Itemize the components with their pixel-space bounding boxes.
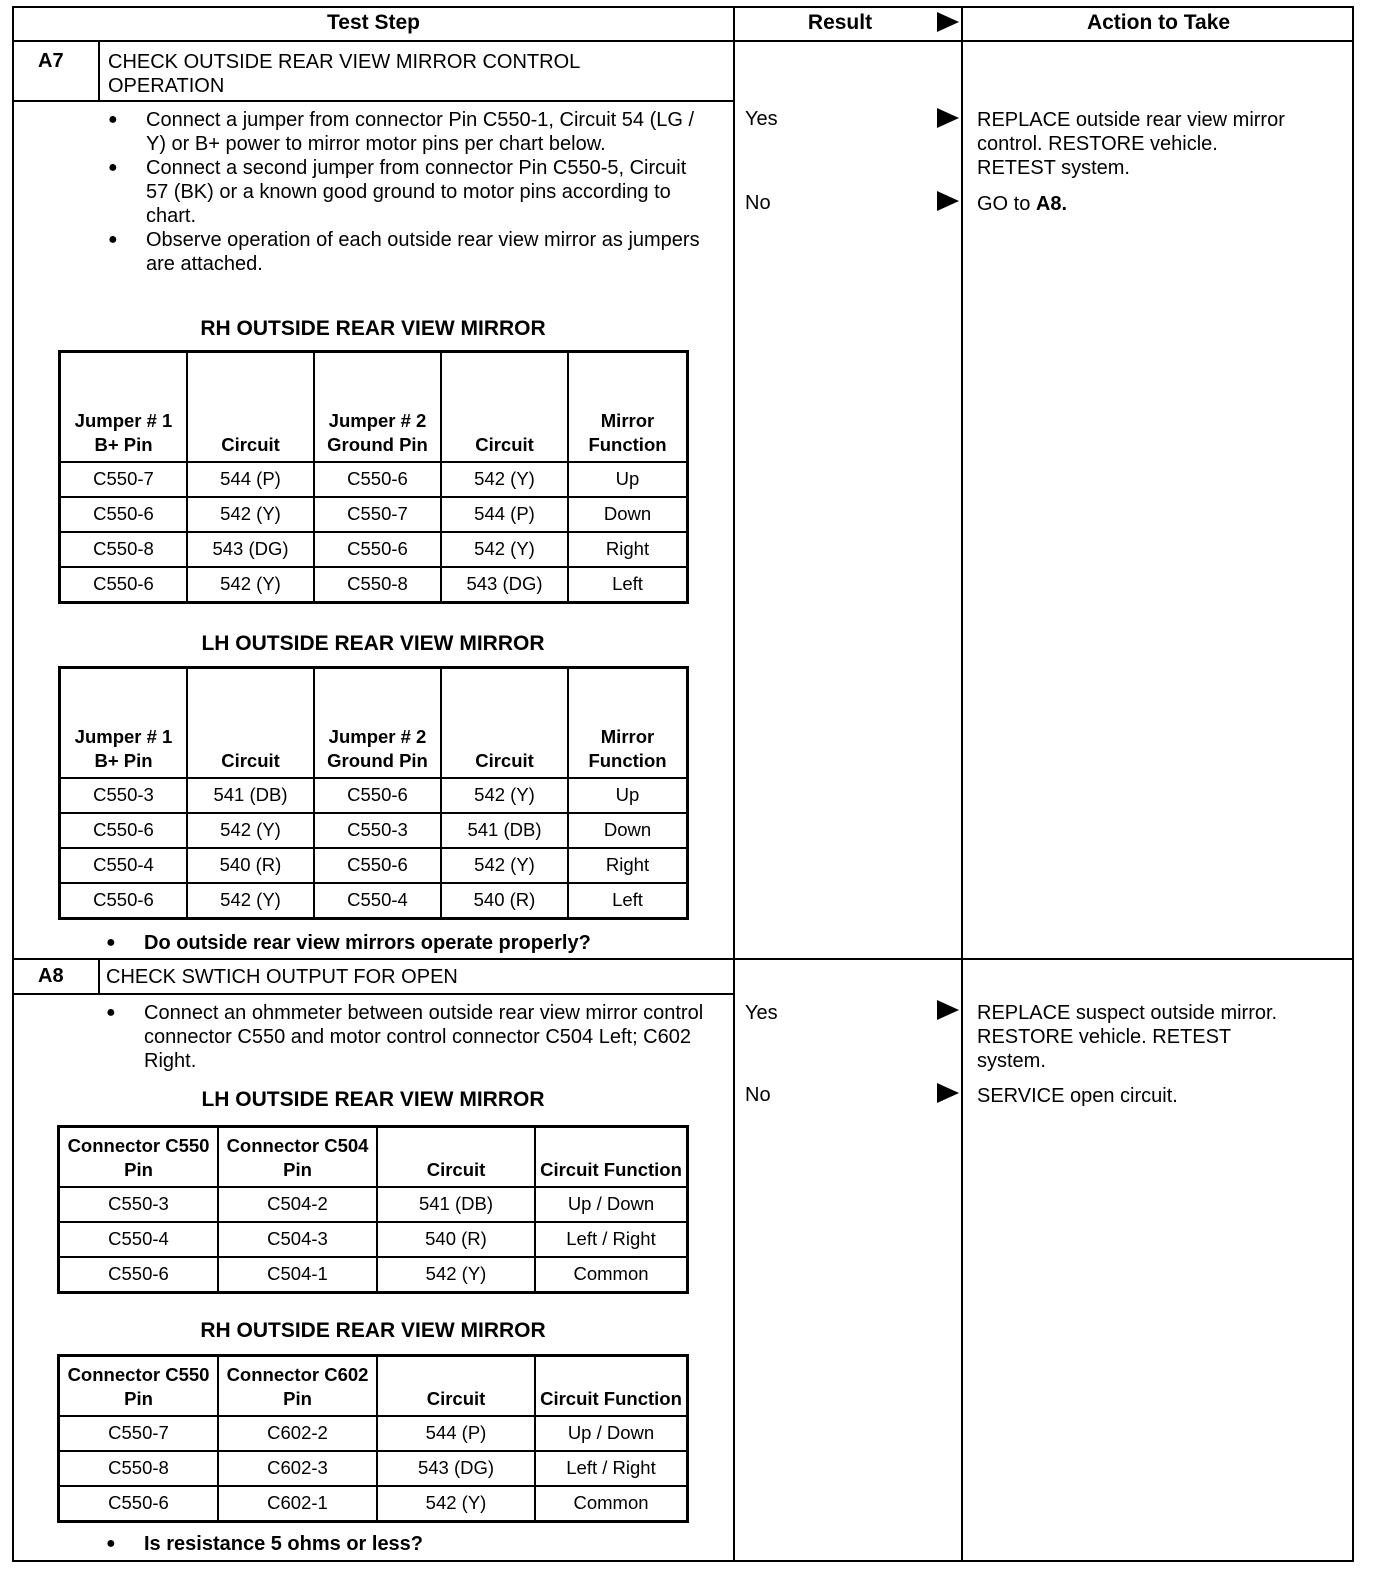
arrow-icon (937, 1000, 959, 1020)
table-cell: C550-7 (314, 497, 441, 532)
a8-result-yes: Yes (745, 1002, 778, 1024)
table-cell: 543 (DG) (187, 532, 314, 567)
table-cell: Left (568, 567, 688, 603)
arrow-icon (937, 12, 959, 32)
table-cell: Up (568, 778, 688, 813)
table-row (59, 1187, 688, 1222)
a7-instruction-2: ● Connect a second jumper from connector Pin C550-5, Circuit 57 (BK) or a known good ground to motor pins according to chart. (108, 156, 708, 228)
a7-question (106, 931, 726, 955)
table-cell: C550-7 (60, 462, 188, 497)
table-header: Circuit (377, 1127, 535, 1187)
table-header: Circuit (187, 352, 314, 462)
table-cell: C550-6 (60, 813, 188, 848)
table-cell: C550-3 (60, 778, 188, 813)
header-rule (14, 40, 1354, 42)
step-number-a7: A7 (38, 50, 64, 72)
table-header: Jumper # 2 Ground Pin (314, 668, 441, 778)
table-cell: 540 (R) (441, 883, 568, 919)
table-row (59, 1486, 688, 1522)
a7-table-1-title: RH OUTSIDE REAR VIEW MIRROR (200, 317, 546, 340)
table-cell: Up / Down (535, 1416, 688, 1451)
table-cell: 542 (Y) (187, 497, 314, 532)
step-number-divider-a8 (98, 960, 100, 994)
table-cell: Left / Right (535, 1222, 688, 1257)
table-cell: Down (568, 813, 688, 848)
table-cell: C550-8 (60, 532, 188, 567)
a8-action-yes (977, 1001, 1347, 1073)
action-line: RESTORE vehicle. RETEST (977, 1026, 1232, 1048)
step-number-a8: A8 (38, 965, 64, 987)
table-cell: 542 (Y) (441, 848, 568, 883)
table-cell: C504-3 (218, 1222, 377, 1257)
table-cell: C550-4 (60, 848, 188, 883)
table-cell: 544 (P) (441, 497, 568, 532)
table-cell: 543 (DG) (377, 1451, 535, 1486)
table-cell: 541 (DB) (187, 778, 314, 813)
a8-question-text: ● Is resistance 5 ohms or less? (106, 1532, 726, 1556)
table-cell: 542 (Y) (187, 883, 314, 919)
table-cell: 542 (Y) (187, 813, 314, 848)
table-cell: 542 (Y) (441, 532, 568, 567)
table-cell: 541 (DB) (441, 813, 568, 848)
table-header: Circuit (377, 1356, 535, 1416)
action-line: REPLACE outside rear view mirror (977, 109, 1285, 131)
a8-result-no: No (745, 1084, 771, 1106)
a7-title-rule (14, 100, 733, 102)
a7-result-no: No (745, 192, 771, 214)
table-cell: Up (568, 462, 688, 497)
a8-instruction-1: ● Connect an ohmmeter between outside rear view mirror control connector C550 and motor control connector C504 Left; C602 Right. (106, 1001, 706, 1073)
action-text: GO to (977, 193, 1036, 215)
table-header: Circuit (441, 352, 568, 462)
a7-instruction-3: ● Observe operation of each outside rear view mirror as jumpers are attached. (108, 228, 708, 276)
table-row (60, 883, 688, 919)
table-header: Mirror Function (568, 668, 688, 778)
table-header: Connector C550 Pin (59, 1127, 219, 1187)
table-cell: 540 (R) (187, 848, 314, 883)
table-row (60, 497, 688, 532)
a7-table-2-title: LH OUTSIDE REAR VIEW MIRROR (201, 632, 545, 655)
table-row (59, 1416, 688, 1451)
table-header: Jumper # 1 B+ Pin (60, 668, 188, 778)
table-cell: C550-6 (314, 848, 441, 883)
table-header: Connector C602 Pin (218, 1356, 377, 1416)
table-cell: 542 (Y) (441, 778, 568, 813)
table-cell: C550-4 (314, 883, 441, 919)
table-header: Circuit Function (535, 1356, 688, 1416)
a7-question-text: ● Do outside rear view mirrors operate properly? (106, 931, 726, 955)
table-cell: C550-6 (314, 778, 441, 813)
table-cell: 543 (DG) (441, 567, 568, 603)
table-cell: C550-6 (60, 497, 188, 532)
action-line: REPLACE suspect outside mirror. (977, 1002, 1278, 1024)
table-row (60, 462, 688, 497)
a8-table-2-title: RH OUTSIDE REAR VIEW MIRROR (200, 1319, 546, 1342)
action-line: system. (977, 1050, 1046, 1072)
table-cell: C550-6 (314, 532, 441, 567)
step-number-divider-a7 (98, 42, 100, 101)
arrow-icon (937, 191, 959, 211)
a7-action-no (977, 192, 1347, 216)
table-cell: Common (535, 1486, 688, 1522)
table-header: Circuit (187, 668, 314, 778)
a8-instructions (106, 1001, 706, 1073)
step-reference-link[interactable]: A8. (1035, 193, 1068, 215)
a8-action-no (977, 1084, 1347, 1108)
table-row (60, 532, 688, 567)
table-cell: 542 (Y) (441, 462, 568, 497)
table-header: Connector C550 Pin (59, 1356, 219, 1416)
arrow-icon (937, 108, 959, 128)
table-row (59, 1257, 688, 1293)
table-cell: C550-8 (314, 567, 441, 603)
a8-title-rule (14, 993, 733, 995)
table-cell: 540 (R) (377, 1222, 535, 1257)
table-cell: Left / Right (535, 1451, 688, 1486)
table-cell: Up / Down (535, 1187, 688, 1222)
table-cell: Down (568, 497, 688, 532)
table-cell: Right (568, 532, 688, 567)
table-row (59, 1451, 688, 1486)
table-cell: C602-2 (218, 1416, 377, 1451)
action-line: SERVICE open circuit. (977, 1085, 1178, 1107)
arrow-icon (937, 1083, 959, 1103)
table-header: Jumper # 1 B+ Pin (60, 352, 188, 462)
a8-table-rh (57, 1354, 689, 1523)
step-title-a8: CHECK SWTICH OUTPUT FOR OPEN (106, 966, 458, 988)
table-row (60, 813, 688, 848)
table-cell: C550-6 (60, 567, 188, 603)
table-header: Circuit Function (535, 1127, 688, 1187)
a8-table-1-title: LH OUTSIDE REAR VIEW MIRROR (201, 1088, 545, 1111)
step-separator-rule (14, 958, 1354, 960)
a8-table-lh (57, 1125, 689, 1294)
table-cell: C602-3 (218, 1451, 377, 1486)
table-header: Mirror Function (568, 352, 688, 462)
header-action: Action to Take (1086, 11, 1231, 34)
a7-table-rh (58, 350, 689, 604)
header-result: Result (807, 11, 873, 34)
header-test-step: Test Step (327, 11, 420, 34)
table-cell: C550-4 (59, 1222, 219, 1257)
table-cell: Left (568, 883, 688, 919)
a7-action-yes (977, 108, 1347, 180)
table-header: Jumper # 2 Ground Pin (314, 352, 441, 462)
step-title-a7: CHECK OUTSIDE REAR VIEW MIRROR CONTROL OPERATION (108, 51, 580, 97)
diagnostic-table (12, 6, 1354, 1562)
table-row (60, 778, 688, 813)
table-cell: 541 (DB) (377, 1187, 535, 1222)
table-row (59, 1222, 688, 1257)
table-cell: C550-3 (59, 1187, 219, 1222)
table-cell: C602-1 (218, 1486, 377, 1522)
table-cell: Right (568, 848, 688, 883)
action-line: RETEST system. (977, 157, 1130, 179)
table-cell: C550-6 (59, 1486, 219, 1522)
a7-instruction-1: ● Connect a jumper from connector Pin C550-1, Circuit 54 (LG / Y) or B+ power to mirror motor pins per chart below. (108, 108, 708, 156)
table-cell: C550-7 (59, 1416, 219, 1451)
action-line: control. RESTORE vehicle. (977, 133, 1218, 155)
a7-table-lh (58, 666, 689, 920)
a8-question (106, 1532, 726, 1556)
table-cell: 542 (Y) (377, 1257, 535, 1293)
table-cell: C550-6 (59, 1257, 219, 1293)
table-header: Circuit (441, 668, 568, 778)
table-cell: C504-2 (218, 1187, 377, 1222)
column-divider-action (961, 8, 963, 1560)
table-header: Connector C504 Pin (218, 1127, 377, 1187)
table-cell: 544 (P) (187, 462, 314, 497)
table-cell: C550-3 (314, 813, 441, 848)
a7-instructions (108, 108, 708, 276)
table-cell: 542 (Y) (377, 1486, 535, 1522)
table-cell: C550-6 (314, 462, 441, 497)
table-cell: Common (535, 1257, 688, 1293)
table-cell: C550-8 (59, 1451, 219, 1486)
table-row (60, 567, 688, 603)
table-cell: 544 (P) (377, 1416, 535, 1451)
table-cell: C504-1 (218, 1257, 377, 1293)
column-divider-result (733, 8, 735, 1560)
a7-result-yes: Yes (745, 108, 778, 130)
table-row (60, 848, 688, 883)
table-cell: 542 (Y) (187, 567, 314, 603)
table-cell: C550-6 (60, 883, 188, 919)
